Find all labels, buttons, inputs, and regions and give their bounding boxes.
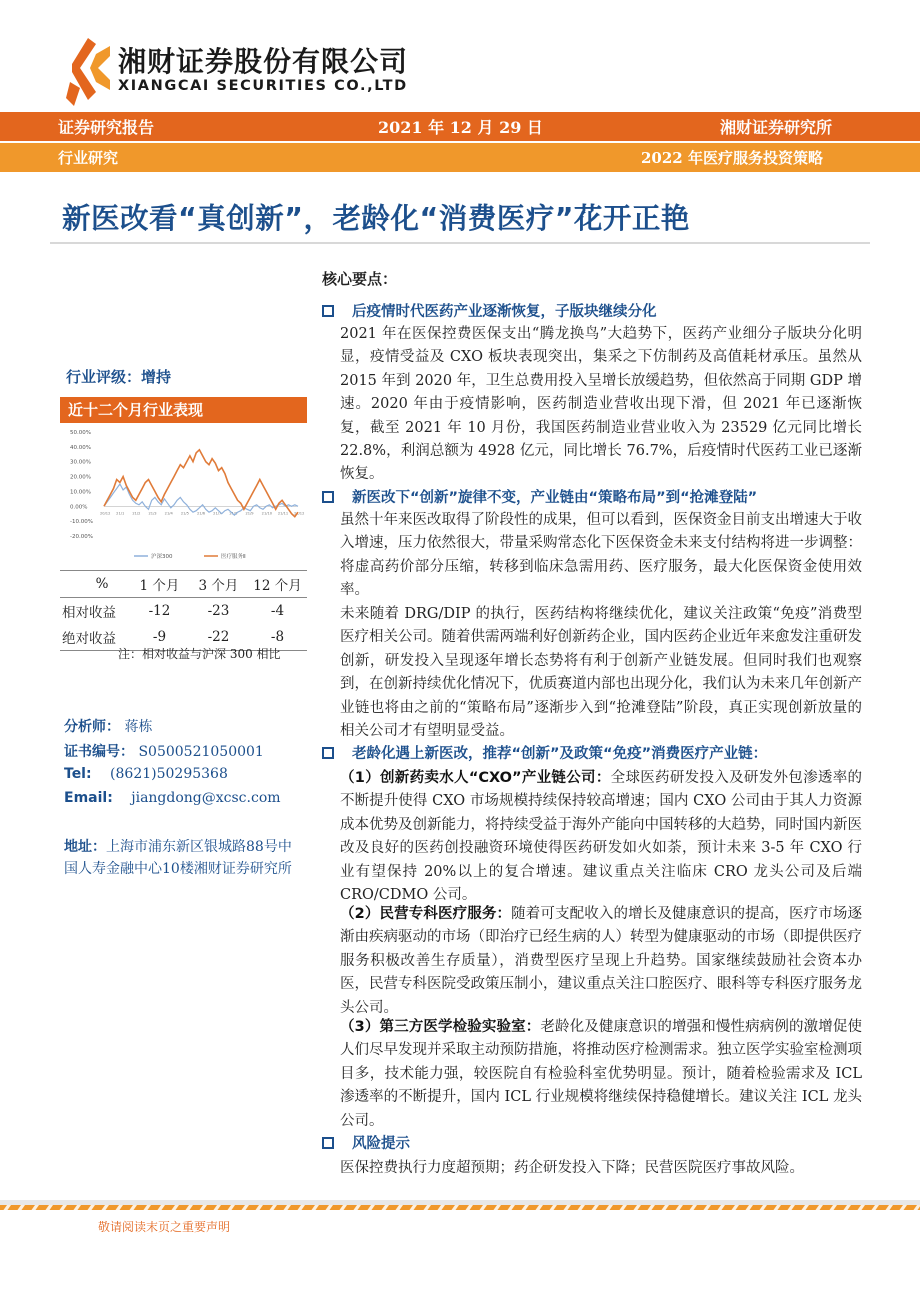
y-tick-label: 40.00% <box>70 444 91 451</box>
section-heading <box>322 1132 410 1153</box>
title-divider <box>50 242 870 244</box>
x-tick-label: 21/11 <box>277 511 289 516</box>
email-line <box>64 790 281 806</box>
section-title: 后疫情时代医药产业逐渐恢复，子版块继续分化 <box>352 304 657 320</box>
industry-rating: 行业评级：增持 <box>66 368 172 386</box>
header-band-primary <box>0 112 920 141</box>
table-cell: -23 <box>207 603 230 619</box>
performance-chart <box>60 424 307 566</box>
y-tick-label: 50.00% <box>70 430 91 436</box>
paragraph <box>340 1016 862 1133</box>
email-address[interactable]: jiangdong@xcsc.com <box>131 790 281 806</box>
address-text: 上海市浦东新区银城路88号中国人寿金融中心10楼湘财证券研究所 <box>64 839 292 877</box>
legend-label: 医疗服务Ⅱ <box>221 554 246 560</box>
legend-label: 沪深300 <box>151 554 173 560</box>
paragraph: 医保控费执行力度超预期；药企研发投入下降；民营医院医疗事故风险。 <box>340 1160 804 1176</box>
x-tick-label: 21/4 <box>164 511 173 516</box>
section-heading <box>322 300 657 321</box>
y-tick-label: 10.00% <box>70 489 91 496</box>
cert-number: S0500521050001 <box>138 744 264 760</box>
report-strategy: 2022 年医疗服务投资策略 <box>641 149 823 167</box>
section-heading <box>322 742 767 763</box>
brand-name-cn: 湘财证券股份有限公司 <box>118 45 409 78</box>
x-tick-label: 21/6 <box>197 511 206 516</box>
analyst-line <box>64 716 152 736</box>
tel-label: Tel: <box>64 766 92 782</box>
table-note: 注：相对收益与沪深 300 相比 <box>118 647 281 661</box>
footer-stripe-bar <box>0 1200 920 1210</box>
x-tick-label: 20/12 <box>100 511 111 516</box>
performance-chart-svg <box>60 424 307 566</box>
table-cell: -4 <box>270 603 285 619</box>
analyst-name: 蒋栋 <box>124 719 153 735</box>
report-category: 行业研究 <box>58 149 119 167</box>
disclaimer-note: 敬请阅读末页之重要声明 <box>98 1220 231 1234</box>
section-heading <box>322 486 757 507</box>
table-cell: -22 <box>207 629 230 645</box>
chart-title: 近十二个月行业表现 <box>60 397 307 423</box>
section-title: 风险提示 <box>352 1136 410 1152</box>
address-label: 地址： <box>64 839 106 855</box>
table-cell: -8 <box>270 629 285 645</box>
xiangcai-logo-icon <box>66 38 110 108</box>
section-title: 新医改下“创新”旋律不变，产业链由“策略布局”到“抢滩登陆” <box>352 490 758 506</box>
checkbox-bullet-icon <box>322 491 334 503</box>
table-cell: 绝对收益 <box>62 631 116 647</box>
x-tick-label: 21/10 <box>261 511 273 516</box>
performance-table <box>60 570 307 651</box>
x-tick-label: 21/9 <box>245 511 254 516</box>
y-tick-label: -10.00% <box>70 519 93 526</box>
x-tick-label: 21/2 <box>132 511 141 516</box>
footer-stripe-pattern <box>0 1205 920 1210</box>
table-header-cell: % <box>95 576 109 592</box>
institute-name: 湘财证券研究所 <box>720 118 833 137</box>
x-tick-label: 21/1 <box>116 511 125 516</box>
paragraph: 2021 年在医保控费医保支出“腾龙换鸟”大趋势下，医药产业细分子版块分化明显，疫情受益及 CXO 板块表现突出，集采之下仿制药及高值耗材承压。虽然从 2015 年到 2020 年，卫生总费用投入呈增长放缓趋势，但依然高于同期 GDP 增速。2020 年由于疫情影响，医药制造业营收出现下滑，但 2021 年已逐渐恢复，截至 2021 年 10 月份，我国医药制造业营业收入为 23529 亿元同比增长 22.8%，利润总额为 4928 亿元，同比增长 76.7%，后疫情时代医药工业已逐渐恢复。 <box>340 326 862 483</box>
address-block <box>64 836 304 880</box>
paragraph-body: 老龄化及健康意识的增强和慢性病病例的激增促使人们尽早发现并采取主动预防措施，将推动医疗检测需求。独立医学实验室检测项目多，技术能力强，较医院自有检验科室优势明显。预计，随着检验需求及 ICL 渗透率的不断提升，国内 ICL 行业规模将继续保持稳健增长。建议关注 ICL 龙头公司。 <box>340 1019 863 1129</box>
table-header-cell: 1 个月 <box>139 578 180 594</box>
paragraph-lead: （3）第三方医学检验实验室： <box>340 1019 541 1035</box>
paragraph: 未来随着 DRG/DIP 的执行，医药结构将继续优化，建议关注政策“免疫”消费型医疗相关公司。随着供需两端利好创新药企业，国内医药企业近年来愈发注重研发创新，研发投入呈现逐年增长态势将有利于创新产业链发展。但同时我们也观察到，在创新持续优化情况下，优质赛道内部也出现分化，我们认为未来几年创新产业链也将由之前的“策略布局”逐渐步入到“抢滩登陆”阶段，真正实现创新放量的相关公司才有望明显受益。 <box>340 606 862 740</box>
y-tick-label: 20.00% <box>70 474 91 481</box>
x-tick-label: 21/8 <box>229 511 238 516</box>
paragraph <box>340 903 862 1020</box>
cert-line <box>64 741 264 761</box>
paragraph-lead: （2）民营专科医疗服务： <box>340 906 512 922</box>
analyst-label: 分析师： <box>64 719 120 735</box>
tel-line <box>64 766 228 782</box>
email-label: Email: <box>64 790 113 806</box>
table-row <box>60 598 307 624</box>
table-header-cell: 12 个月 <box>253 578 302 594</box>
header-band-secondary <box>0 143 920 172</box>
checkbox-bullet-icon <box>322 305 334 317</box>
table-cell: -12 <box>148 603 171 619</box>
tel-number: (8621)50295368 <box>110 766 228 782</box>
cert-label: 证书编号： <box>64 744 134 760</box>
paragraph <box>340 767 862 907</box>
checkbox-bullet-icon <box>322 1137 334 1149</box>
brand-name-en: XIANGCAI SECURITIES CO.,LTD <box>118 78 408 94</box>
y-tick-label: 30.00% <box>70 459 91 466</box>
page-title: 新医改看“真创新”，老龄化“消费医疗”花开正艳 <box>62 202 690 235</box>
x-tick-label: 21/12 <box>294 511 305 516</box>
table-cell: 相对收益 <box>62 605 116 621</box>
paragraph: 虽然十年来医改取得了阶段性的成果，但可以看到，医保资金目前支出增速大于收入增速，压力依然很大，带量采购常态化下医保资金未来支付结构将进一步调整：将虚高药价部分压缩，转移到临床急需用药、医疗服务，最大化医保资金使用效率。 <box>340 512 862 599</box>
paragraph-lead: （1）创新药卖水人“CXO”产业链公司： <box>340 770 611 786</box>
paragraph-body: 随着可支配收入的增长及健康意识的提高，医疗市场逐渐由疾病驱动的市场（即治疗已经生病的人）转型为健康驱动的市场（即提供医疗服务积极改善生存质量），消费型医疗呈现上升趋势。国家继续鼓励社会资本办医，民营专科医院受政策压制小，建议重点关注口腔医疗、眼科等专科医疗服务龙头公司。 <box>340 906 863 1016</box>
table-header-cell: 3 个月 <box>198 578 239 594</box>
paragraph-body: 全球医药研发投入及研发外包渗透率的不断提升使得 CXO 市场规模持续保持较高增速；国内 CXO 公司由于其人力资源成本优势及创新能力，将持续受益于海外产能向中国转移的大趋势，同时国内新医改及良好的医药创投融资环境使得医药研发如火如荼，预计未来 3-5 年 CXO 行业有望保持 20%以上的复合增速。建议重点关注临床 CRO 龙头公司及后端 CRO/CDMO 公司。 <box>340 770 862 904</box>
table-cell: -9 <box>152 629 167 645</box>
y-tick-label: -20.00% <box>70 534 93 540</box>
report-type: 证券研究报告 <box>58 118 155 137</box>
report-date: 2021 年 12 月 29 日 <box>378 118 543 137</box>
x-tick-label: 21/7 <box>213 511 222 516</box>
section-title: 老龄化遇上新医改，推荐“创新”及政策“免疫”消费医疗产业链： <box>352 746 768 762</box>
y-tick-label: 0.00% <box>70 504 88 511</box>
x-tick-label: 21/3 <box>148 511 157 516</box>
checkbox-bullet-icon <box>322 747 334 759</box>
x-tick-label: 21/5 <box>180 511 189 516</box>
core-points-heading: 核心要点： <box>322 270 398 288</box>
table-header-row <box>60 571 307 597</box>
